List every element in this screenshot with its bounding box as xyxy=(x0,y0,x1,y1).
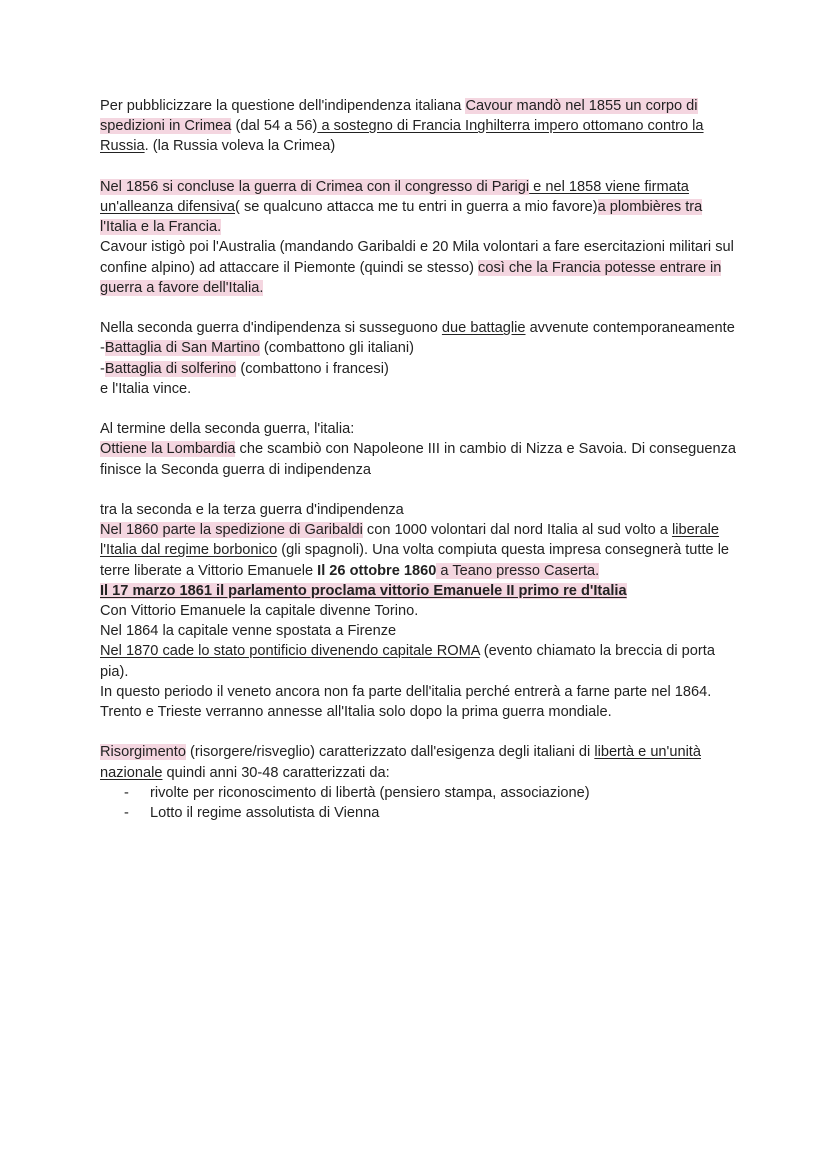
highlighted-text: Battaglia di San Martino xyxy=(104,340,260,357)
underlined-text: e nel 1858 viene firmata un'alleanza difensiva xyxy=(100,178,689,215)
highlighted-text: a Teano presso Caserta. xyxy=(436,562,600,579)
underlined-text: libertà e un'unità nazionale xyxy=(100,744,701,781)
dash: - xyxy=(100,340,105,357)
list-item xyxy=(124,803,740,823)
paragraph-lombardia xyxy=(100,439,740,479)
list-item xyxy=(124,783,740,803)
paragraph-trento-trieste: Trento e Trieste verranno annesse all'Italia solo dopo la prima guerra mondiale. xyxy=(100,704,612,721)
text: quindi anni 30-48 caratterizzati da: xyxy=(162,764,390,781)
bold-underlined-highlighted-text: Il 17 marzo 1861 il parlamento proclama vittorio Emanuele II primo re d'Italia xyxy=(100,582,627,599)
capital-firenze: Nel 1864 la capitale venne spostata a Firenze xyxy=(100,623,397,640)
text: . (la Russia voleva la Crimea) xyxy=(144,138,336,155)
capital-torino: Con Vittorio Emanuele la capitale divenne Torino. xyxy=(100,603,419,620)
paragraph-veneto: In questo periodo il veneto ancora non fa parte dell'italia perché entrerà a farne parte nel 1864. xyxy=(100,683,712,700)
text: Per pubblicizzare la questione dell'indipendenza italiana xyxy=(100,98,466,114)
text: (combattono gli italiani) xyxy=(259,340,414,357)
between-wars-intro: tra la seconda e la terza guerra d'indipendenza xyxy=(100,502,404,518)
paragraph-crimea-expedition xyxy=(100,96,740,157)
paragraph-roma xyxy=(100,641,740,681)
battle-solferino xyxy=(100,359,740,379)
proclamation-line xyxy=(100,581,740,601)
text: (dal 54 a 56) xyxy=(231,118,318,135)
paragraph-crimea-war-end xyxy=(100,177,740,238)
underlined-text: due battaglie xyxy=(441,320,526,337)
battle-san-martino xyxy=(100,338,740,358)
bold-date: Il 26 ottobre 1860 xyxy=(317,562,437,579)
list-item-text: Lotto il regime assolutista di Vienna xyxy=(150,805,380,822)
text: ( se qualcuno attacca me tu entri in guerra a mio favore) xyxy=(235,199,598,215)
highlighted-text: Cavour mandò nel 1855 un corpo di spedizioni in Crimea xyxy=(100,98,698,135)
highlighted-text: a plombières tra l'Italia e la Francia. xyxy=(100,199,703,236)
underlined-text: a sostegno di Francia Inghilterra impero ottomano contro la Russia xyxy=(100,118,704,155)
highlighted-text: Ottiene la Lombardia xyxy=(100,441,236,458)
highlighted-text: Nel 1856 si concluse la guerra di Crimea con il congresso di Parigi xyxy=(100,178,530,195)
paragraph-cavour-plan xyxy=(100,237,740,298)
text: (combattono i francesi) xyxy=(236,360,389,377)
highlighted-text: Battaglia di solferino xyxy=(104,360,237,377)
paragraph-garibaldi xyxy=(100,520,740,581)
end-second-war-intro: Al termine della seconda guerra, l'italia: xyxy=(100,421,355,438)
highlighted-text: Risorgimento xyxy=(100,744,186,761)
text: (gli spagnoli). Una volta compiuta questa impresa consegnerà tutte le terre liberate a Vittorio Emanuele xyxy=(100,542,730,579)
text: Cavour istigò poi l'Australia (mandando Garibaldi e 20 Mila volontari a fare esercitazioni militari sul confine alpino) ad attaccare il Piemonte (quindi se stesso) xyxy=(100,239,734,276)
underlined-text: liberale l'Italia dal regime borbonico xyxy=(100,522,720,559)
underlined-text: Nel 1870 cade lo stato pontificio divenendo capitale ROMA xyxy=(100,643,480,660)
dash-marker: - xyxy=(124,784,129,801)
paragraph-second-war xyxy=(100,318,740,338)
highlighted-text: così che la Francia potesse entrare in guerra a favore dell'Italia. xyxy=(100,259,722,296)
document-page xyxy=(100,96,740,823)
risorgimento-list xyxy=(100,783,740,823)
dash-marker: - xyxy=(124,805,129,822)
italy-wins: e l'Italia vince. xyxy=(100,380,192,397)
list-item-text: rivolte per riconoscimento di libertà (pensiero stampa, associazione) xyxy=(150,784,590,801)
dash: - xyxy=(100,360,105,377)
text: (risorgere/risveglio) caratterizzato dall'esigenza degli italiani di xyxy=(185,744,595,761)
highlighted-text: Nel 1860 parte la spedizione di Garibaldi xyxy=(100,522,363,539)
text: (evento chiamato la breccia di porta pia). xyxy=(100,643,715,680)
text: con 1000 volontari dal nord Italia al sud volto a xyxy=(362,522,672,539)
text: avvenute contemporaneamente xyxy=(525,320,735,337)
text: che scambiò con Napoleone III in cambio di Nizza e Savoia. Di conseguenza finisce la Seconda guerra di indipendenza xyxy=(100,441,737,478)
paragraph-risorgimento xyxy=(100,742,740,782)
text: Nella seconda guerra d'indipendenza si susseguono xyxy=(100,320,442,337)
